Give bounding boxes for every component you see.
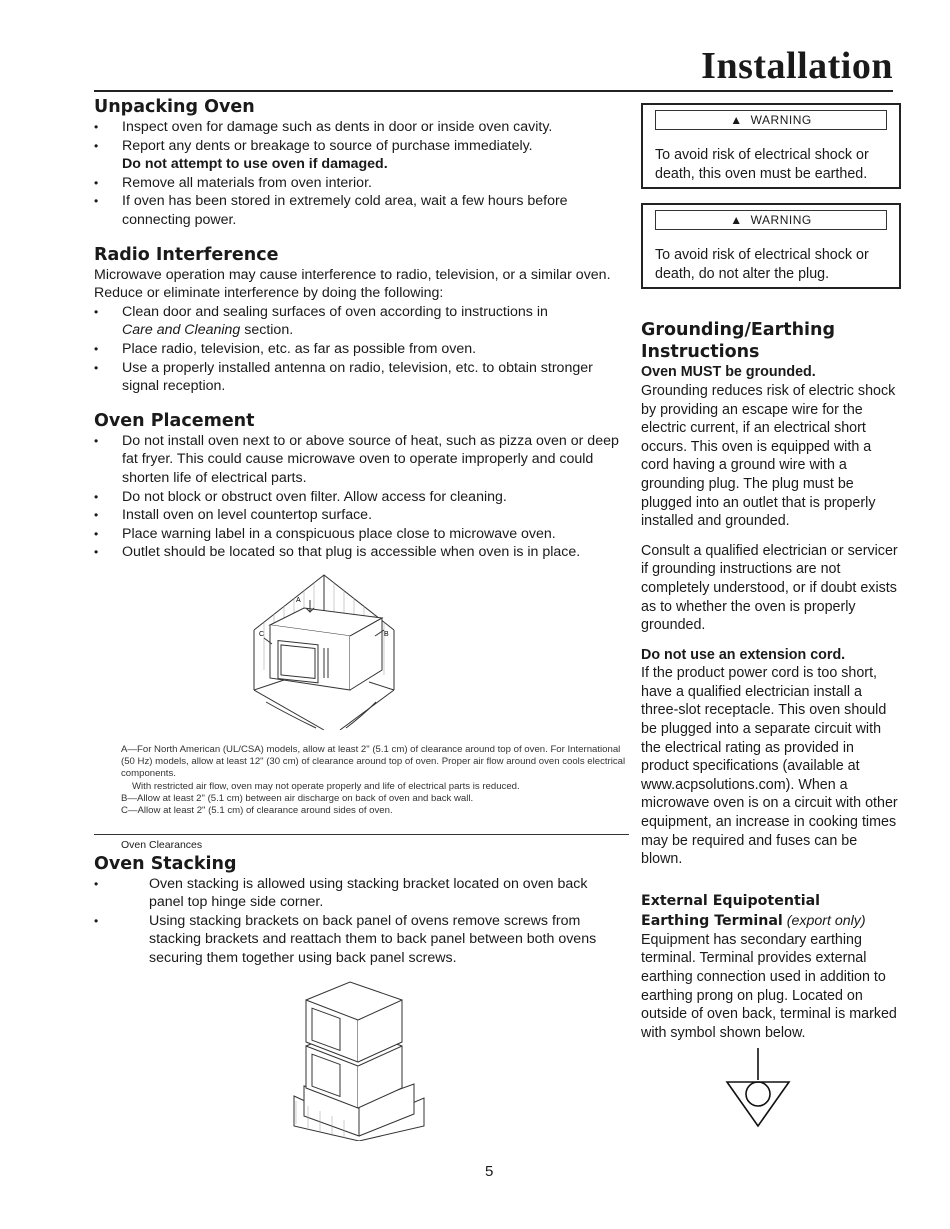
- external-heading-line2: [641, 911, 901, 931]
- list-item: • Oven stacking is allowed using stacking bracket located on oven back panel top hinge side corner.: [94, 875, 626, 912]
- damage-warning-note: Do not attempt to use oven if damaged.: [122, 156, 388, 173]
- list-item-text: section.: [240, 322, 294, 339]
- list-item-text: Report any dents or breakage to source of purchase immediately.: [122, 137, 533, 154]
- page-title: Installation: [701, 45, 893, 87]
- grounding-consult-paragraph: Consult a qualified electrician or servicer if grounding instructions are not completely understood, or if doubt exists as to whether the oven is properly grounded.: [641, 542, 898, 634]
- warning-header: [655, 210, 887, 230]
- note-b: B—Allow at least 2" (5.1 cm) between air discharge on back of oven and back wall.: [121, 793, 474, 805]
- clearance-notes: [121, 744, 626, 818]
- list-item: [94, 137, 626, 174]
- grounding-heading: Grounding/Earthing Instructions: [641, 320, 836, 363]
- note-a: A—For North American (UL/CSA) models, allow at least 2" (5.1 cm) of clearance around top of oven. For International (50 Hz) models, allow at least 12" (30 cm) of clearance around top of oven. Proper air flow around oven cools electrical components.: [121, 743, 626, 780]
- list-item: • Use a properly installed antenna on radio, television, etc. to obtain stronger signal reception.: [94, 359, 626, 396]
- care-cleaning-ref: Care and Cleaning: [122, 322, 241, 339]
- list-item: • Remove all materials from oven interior.: [94, 174, 626, 193]
- list-item: • Do not install oven next to or above source of heat, such as pizza oven or deep fat fryer. This could cause microwave oven to operate improperly and could shorten life of electrical parts.: [94, 432, 626, 488]
- equipotential-symbol-icon: [723, 1048, 793, 1128]
- grounding-bold-note: Oven MUST be grounded.: [641, 364, 816, 381]
- warning-box-plug: [641, 203, 901, 289]
- oven-clearance-figure: [94, 570, 626, 730]
- radio-intro: Microwave operation may cause interference to radio, television, or a similar oven. Reduce or eliminate interference by doing the following:: [94, 266, 611, 302]
- label-b: B: [384, 630, 389, 638]
- oven-stacking-illustration: [284, 976, 444, 1141]
- external-heading-text: Earthing Terminal: [641, 912, 783, 929]
- list-item: • If oven has been stored in extremely cold area, wait a few hours before connecting power.: [94, 192, 626, 229]
- list-item: • Inspect oven for damage such as dents in door or inside oven cavity.: [94, 118, 626, 137]
- external-earthing-section: [641, 891, 901, 1129]
- warning-header: [655, 110, 887, 130]
- oven-stacking-figure: [94, 976, 626, 1146]
- warning-label: WARNING: [750, 113, 812, 127]
- unpacking-section: [94, 96, 626, 230]
- list-item: • Outlet should be located so that plug is accessible when oven is in place.: [94, 543, 626, 562]
- unpacking-heading: Unpacking Oven: [94, 97, 255, 117]
- note-c: C—Allow at least 2" (5.1 cm) of clearance around sides of oven.: [121, 805, 393, 817]
- oven-clearance-illustration: [244, 570, 504, 730]
- warning-triangle-icon: ▲: [730, 113, 743, 127]
- figure-caption: Oven Clearances: [121, 838, 203, 851]
- external-paragraph: Equipment has secondary earthing terminal. Terminal provides external earthing connection used in addition to earthing prong on plug. Located on outside of oven back, terminal is marked with symbol shown below.: [641, 931, 897, 1041]
- stacking-section: [94, 853, 626, 1146]
- grounding-section: [641, 319, 901, 868]
- warning-label: WARNING: [750, 213, 812, 228]
- placement-heading: Oven Placement: [94, 410, 255, 431]
- grounding-paragraph: Grounding reduces risk of electric shock by providing an escape wire for the electric current, if an electrical short occurs. This oven is equipped with a cord having a ground wire with a grounding plug. The plug must be plugged into an outlet that is properly installed and grounded.: [641, 382, 896, 530]
- extension-cord-warning: Do not use an extension cord.: [641, 646, 846, 663]
- caption-rule: [94, 834, 629, 835]
- external-heading-line1: External Equipotential: [641, 892, 821, 909]
- stacking-heading: Oven Stacking: [94, 853, 237, 874]
- list-item: • Using stacking brackets on back panel of ovens remove screws from stacking brackets and reattach them to back panel between both ovens securing them together using back panel screws.: [94, 912, 626, 968]
- list-item: • Place radio, television, etc. as far as possible from oven.: [94, 340, 626, 359]
- radio-section: [94, 244, 626, 396]
- left-column: [94, 96, 626, 1146]
- note-a-continued: With restricted air flow, oven may not operate properly and life of electrical parts is reduced.: [132, 780, 520, 792]
- right-column: [641, 103, 901, 1128]
- warning-text: To avoid risk of electrical shock or death, this oven must be earthed.: [655, 147, 869, 182]
- list-item: • Do not block or obstruct oven filter. Allow access for cleaning.: [94, 488, 626, 507]
- label-c: C: [259, 630, 265, 638]
- label-a: A: [296, 596, 301, 604]
- page-number: 5: [485, 1163, 494, 1180]
- placement-section: [94, 410, 626, 851]
- warning-text: To avoid risk of electrical shock or death, do not alter the plug.: [655, 247, 869, 282]
- warning-box-earthed: [641, 103, 901, 189]
- list-item-text: Clean door and sealing surfaces of oven according to instructions in: [122, 303, 548, 320]
- title-rule: [94, 90, 893, 92]
- power-cord-paragraph: If the product power cord is too short, have a qualified electrician install a three-slot receptacle. This oven should be plugged into a separate circuit with the electrical rating as provided in product specifications (available at www.acpsolutions.com). When a microwave oven is on a circuit with other equipment, an increase in cooking times may be required and fuses can be blown.: [641, 665, 898, 868]
- list-item: • Place warning label in a conspicuous place close to microwave oven.: [94, 525, 626, 544]
- radio-heading: Radio Interference: [94, 244, 279, 265]
- list-item: [94, 303, 626, 340]
- export-only-note: (export only): [782, 912, 866, 929]
- list-item: • Install oven on level countertop surface.: [94, 506, 626, 525]
- warning-triangle-icon: ▲: [730, 213, 743, 228]
